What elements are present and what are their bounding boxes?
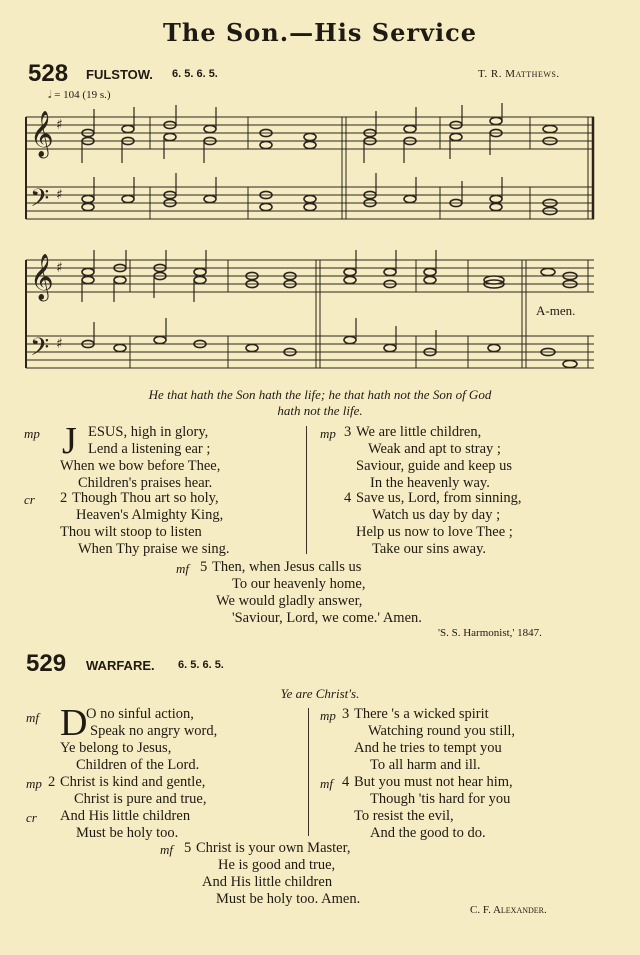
verse-line: We would gladly answer, bbox=[216, 593, 363, 609]
verse-line: Then, when Jesus calls us bbox=[212, 559, 362, 575]
svg-text:𝄞: 𝄞 bbox=[30, 111, 54, 157]
verse-line: Christ is kind and gentle, bbox=[60, 774, 206, 790]
verse-number: 4 bbox=[344, 490, 352, 506]
verse-line: Watching round you still, bbox=[368, 723, 516, 739]
metronome-marking: 𝅗𝅥 = 104 (19 s.) bbox=[48, 89, 111, 101]
verse-number: 2 bbox=[48, 774, 56, 790]
verse-line: Children's praises hear. bbox=[78, 475, 213, 491]
verse-line: He is good and true, bbox=[218, 857, 336, 873]
hymn-528-scripture-line-1: He that hath the Son hath the life; he that hath not the Son of God bbox=[148, 387, 492, 402]
dynamic-marking: cr bbox=[24, 492, 35, 507]
verse-line: Thou wilt stoop to listen bbox=[60, 524, 202, 540]
svg-text:𝄢: 𝄢 bbox=[30, 184, 50, 219]
verse-line: Though Thou art so holy, bbox=[72, 490, 219, 506]
verse-line: And His little children bbox=[60, 808, 191, 824]
verse-line: Watch us day by day ; bbox=[372, 507, 501, 523]
dynamic-marking: mf bbox=[176, 561, 189, 576]
amen-label: A-men. bbox=[536, 303, 576, 318]
column-divider bbox=[306, 426, 307, 554]
verse-number: 3 bbox=[342, 706, 350, 722]
verse-line: We are little children, bbox=[356, 424, 482, 440]
hymn-529-meter: 6. 5. 6. 5. bbox=[178, 659, 224, 671]
dynamic-marking: mp bbox=[24, 426, 40, 441]
verse-line: Christ is your own Master, bbox=[196, 840, 351, 856]
svg-text:♯: ♯ bbox=[56, 336, 63, 352]
verse-number: 4 bbox=[342, 774, 350, 790]
verse-line: And he tries to tempt you bbox=[354, 740, 502, 756]
dynamic-marking: mp bbox=[320, 708, 336, 723]
svg-text:𝄞: 𝄞 bbox=[30, 254, 54, 300]
verse-line: Speak no angry word, bbox=[90, 723, 218, 739]
verse-line: Though 'tis hard for you bbox=[370, 791, 511, 807]
hymn-528-meter: 6. 5. 6. 5. bbox=[172, 68, 218, 80]
verse-number: 3 bbox=[344, 424, 352, 440]
verse-line: And the good to do. bbox=[370, 825, 486, 841]
hymn-529-attribution: C. F. Alexander. bbox=[470, 904, 547, 916]
verse-line: There 's a wicked spirit bbox=[354, 706, 489, 722]
dynamic-marking: mf bbox=[320, 776, 333, 791]
music-system-2 bbox=[20, 250, 620, 375]
hymn-529-scripture: Ye are Christ's. bbox=[280, 686, 360, 701]
drop-cap: J bbox=[62, 420, 77, 462]
hymn-528-scripture-line-2: hath not the life. bbox=[277, 403, 363, 418]
half-note-icon: 𝅗𝅥 bbox=[48, 89, 52, 101]
verse-line: Help us now to love Thee ; bbox=[356, 524, 513, 540]
dynamic-marking: mf bbox=[160, 842, 173, 857]
column-divider bbox=[308, 708, 309, 836]
hymn-528-attribution: 'S. S. Harmonist,' 1847. bbox=[438, 627, 542, 639]
dynamic-marking: mf bbox=[26, 710, 39, 725]
dynamic-marking: mp bbox=[320, 426, 336, 441]
svg-text:♯: ♯ bbox=[56, 187, 63, 203]
drop-cap: D bbox=[60, 702, 88, 744]
verse-line: Weak and apt to stray ; bbox=[368, 441, 501, 457]
verse-line: Heaven's Almighty King, bbox=[76, 507, 224, 523]
verse-line: 'Saviour, Lord, we come.' Amen. bbox=[232, 610, 422, 626]
verse-number: 2 bbox=[60, 490, 68, 506]
page-title: The Son.—His Service bbox=[163, 18, 477, 47]
svg-text:♯: ♯ bbox=[56, 260, 63, 276]
verse-line: Save us, Lord, from sinning, bbox=[356, 490, 522, 506]
music-system-1 bbox=[20, 103, 620, 238]
dynamic-marking: mp bbox=[26, 776, 42, 791]
verse-line: Lend a listening ear ; bbox=[88, 441, 211, 457]
verse-line: Children of the Lord. bbox=[76, 757, 200, 773]
verse-line: To all harm and ill. bbox=[370, 757, 481, 773]
verse-line: O no sinful action, bbox=[86, 706, 194, 722]
verse-line: Take our sins away. bbox=[372, 541, 487, 557]
verse-number: 5 bbox=[184, 840, 192, 856]
hymn-529-tune: WARFARE. bbox=[86, 658, 155, 673]
verse-line: In the heavenly way. bbox=[370, 475, 490, 491]
verse-line: Saviour, guide and keep us bbox=[356, 458, 513, 474]
verse-number: 5 bbox=[200, 559, 208, 575]
dynamic-marking: cr bbox=[26, 810, 37, 825]
verse-line: When we bow before Thee, bbox=[60, 458, 221, 474]
verse-line: To resist the evil, bbox=[354, 808, 454, 824]
hymn-528-composer: T. R. Matthews. bbox=[478, 68, 560, 80]
svg-text:𝄢: 𝄢 bbox=[30, 333, 50, 368]
hymn-529-number: 529 bbox=[26, 650, 67, 677]
verse-line: Must be holy too. Amen. bbox=[216, 891, 361, 907]
verse-line: Ye belong to Jesus, bbox=[60, 740, 172, 756]
verse-line: Christ is pure and true, bbox=[74, 791, 207, 807]
verse-line: To our heavenly home, bbox=[232, 576, 366, 592]
svg-text:♯: ♯ bbox=[56, 117, 63, 133]
verse-line: ESUS, high in glory, bbox=[88, 424, 209, 440]
hymn-528-tune: FULSTOW. bbox=[86, 67, 153, 82]
hymn-528-number: 528 bbox=[28, 60, 69, 87]
verse-line: When Thy praise we sing. bbox=[78, 541, 230, 557]
verse-line: Must be holy too. bbox=[76, 825, 179, 841]
verse-line: And His little children bbox=[202, 874, 333, 890]
verse-line: But you must not hear him, bbox=[354, 774, 513, 790]
